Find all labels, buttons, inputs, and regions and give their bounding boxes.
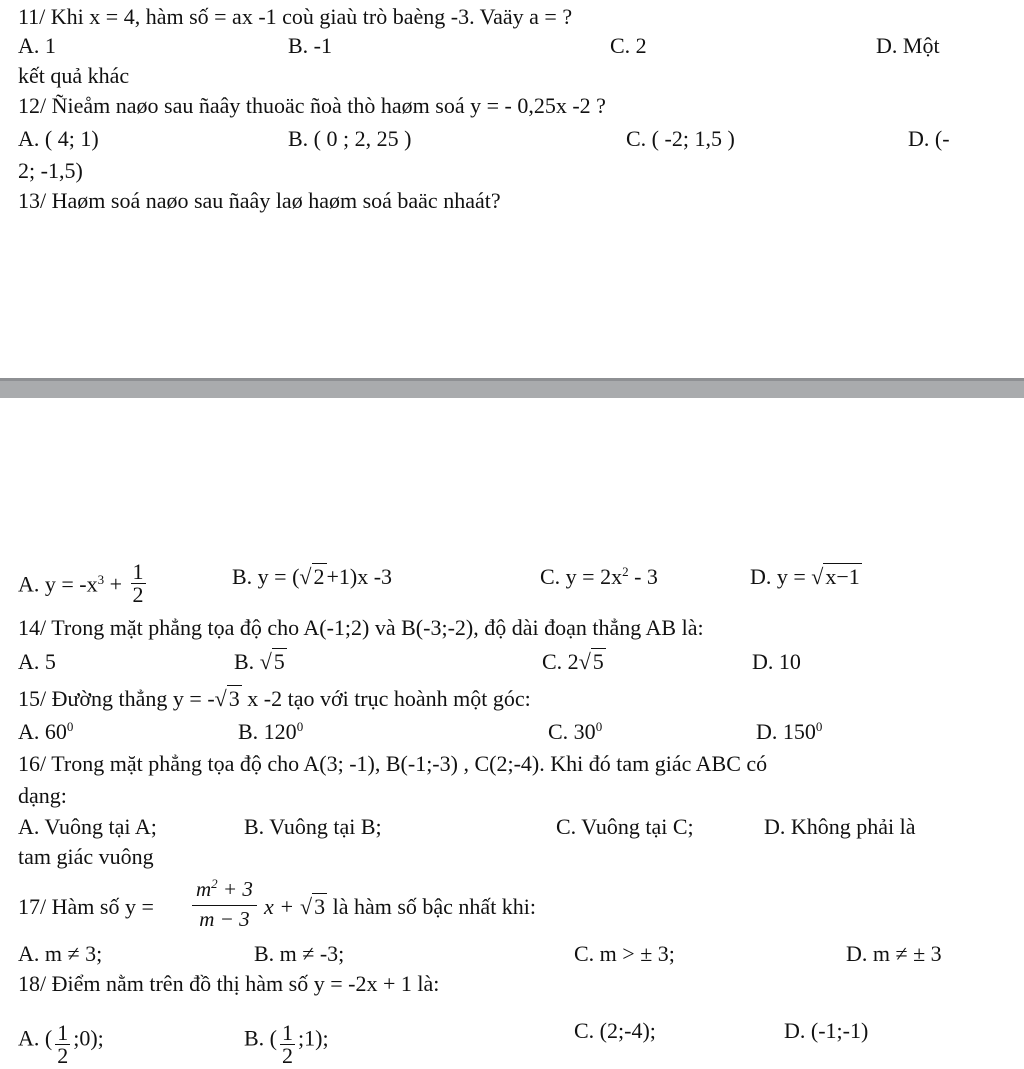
- q13-stem: 13/ Haøm soá naøo sau ñaây laø haøm soá baäc nhaát?: [18, 188, 501, 213]
- q13-option-a: A. $y = -x^3$ + $\frac{1}{2}$: [18, 559, 144, 607]
- sqrt-symbol: √5: [578, 649, 604, 674]
- q15-option-c: C. $30^0$: [548, 719, 603, 744]
- q11-option-a: A. 1: [18, 33, 56, 58]
- q12-stem: 12/ Ñieåm naøo sau ñaây thuoäc ñoà thò haøm soá y = - 0,25x -2 ?: [18, 93, 606, 118]
- q16-option-b: B. Vuông tại B;: [244, 814, 382, 839]
- q16-option-d: D. Không phải là: [764, 814, 916, 839]
- page-separator-bar: [0, 378, 1024, 398]
- q11-option-d-continued: kết quả khác: [18, 63, 130, 88]
- q16-option-a: A. Vuông tại A;: [18, 814, 157, 839]
- q12-option-d: D. (-: [908, 126, 950, 151]
- q14-stem: 14/ Trong mặt phẳng tọa độ cho A(-1;2) và B(-3;-2), độ dài đoạn thẳng AB là:: [18, 615, 704, 640]
- q11-option-b: B. -1: [288, 33, 332, 58]
- fraction: $\frac{1}{2}$: [282, 1020, 293, 1068]
- q14-option-a: A. 5: [18, 649, 56, 674]
- q17-option-d: D. m ≠ ± 3: [846, 941, 942, 966]
- q11-option-d: D. Một: [876, 33, 940, 58]
- q17-option-b: B. m ≠ -3;: [254, 941, 345, 966]
- q15-option-b: B. $120^0$: [238, 719, 304, 744]
- q15-stem: 15/ Đường thẳng y = -√3 x -2 tạo với trục hoành một góc:: [18, 686, 531, 711]
- q15-option-a: A. $60^0$: [18, 719, 74, 744]
- q17-option-c: C. m > ± 3;: [574, 941, 675, 966]
- q18-option-a: A. ( $\frac{1}{2}$ ;0);: [18, 1020, 104, 1068]
- q18-option-d: D. (-1;-1): [784, 1018, 869, 1043]
- fraction: $\frac{1}{2}$: [132, 559, 144, 607]
- q12-option-c: C. ( -2; 1,5 ): [626, 126, 735, 151]
- sqrt-symbol: √3: [300, 894, 326, 919]
- q12-option-d-continued: 2; -1,5): [18, 158, 83, 183]
- q13-option-c: C. $y = 2x^2 - 3$: [540, 564, 658, 589]
- q17-stem-prefix: 17/ Hàm số y =: [18, 894, 154, 919]
- q17-stem-suffix: √3 là hàm số bậc nhất khi:: [300, 894, 537, 919]
- q18-option-b: B. ( $\frac{1}{2}$ ;1);: [244, 1020, 329, 1068]
- q17-fraction: $m^2 + 3$ m − 3: [192, 876, 257, 932]
- sqrt-symbol: √3: [214, 686, 240, 711]
- q16-option-c: C. Vuông tại C;: [556, 814, 694, 839]
- sqrt-symbol: √x−1: [811, 564, 860, 589]
- q14-option-c: C. 2√5: [542, 649, 604, 674]
- sqrt-symbol: √5: [259, 649, 285, 674]
- sqrt-symbol: √2: [299, 564, 325, 589]
- q16-option-d-continued: tam giác vuông: [18, 844, 154, 869]
- q18-stem: 18/ Điểm nằm trên đồ thị hàm số y = -2x + 1 là:: [18, 971, 440, 996]
- q14-option-b: B. √5: [234, 649, 285, 674]
- q17-option-a: A. m ≠ 3;: [18, 941, 103, 966]
- q11-option-c: C. 2: [610, 33, 647, 58]
- q12-option-b: B. ( 0 ; 2, 25 ): [288, 126, 412, 151]
- q14-option-d: D. 10: [752, 649, 801, 674]
- q13-option-d: D. y = √x−1: [750, 564, 860, 589]
- q18-option-c: C. (2;-4);: [574, 1018, 656, 1043]
- fraction: $\frac{1}{2}$: [57, 1020, 69, 1068]
- q15-option-d: D. $150^0$: [756, 719, 823, 744]
- q16-stem-continued: dạng:: [18, 783, 67, 808]
- q16-stem: 16/ Trong mặt phẳng tọa độ cho A(3; -1), B(-1;-3) , C(2;-4). Khi đó tam giác ABC có: [18, 751, 768, 776]
- q13-option-b: B. y = (√2+1)x -3: [232, 564, 393, 589]
- q12-option-a: A. ( 4; 1): [18, 126, 99, 151]
- q17-x-term: x +: [264, 894, 295, 919]
- q11-stem: 11/ Khi x = 4, hàm số = ax -1 coù giaù trò baèng -3. Vaäy a = ?: [18, 4, 573, 29]
